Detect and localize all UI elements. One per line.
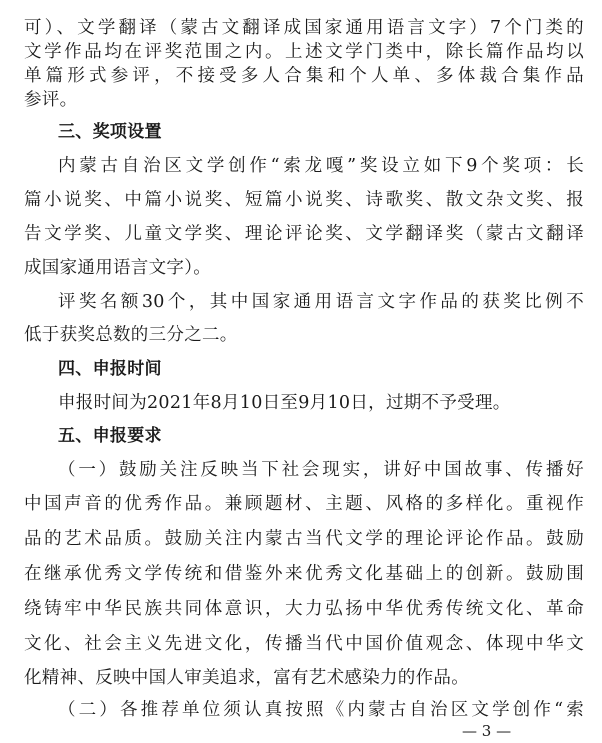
body-text-line: 低于获奖总数的三分之二。	[24, 325, 238, 345]
body-text-line: 告文学奖、儿童文学奖、理论评论奖、文学翻译奖（蒙古文翻译	[24, 224, 584, 244]
section-heading-requirements: 五、申报要求	[58, 426, 162, 446]
section-heading-awards: 三、奖项设置	[58, 122, 162, 142]
body-text-line: 文化、社会主义先进文化，传播当代中国价值观念、体现中华文	[24, 634, 584, 654]
page-number: — 3 —	[462, 722, 512, 740]
body-text-line: 在继承优秀文学传统和借鉴外来优秀文化基础上的创新。鼓励围	[24, 564, 584, 584]
body-text-line: 篇小说奖、中篇小说奖、短篇小说奖、诗歌奖、散文杂文奖、报	[24, 190, 584, 210]
body-text-line: 可）、文学翻译（蒙古文翻译成国家通用语言文字）7个门类的	[24, 18, 584, 38]
body-text-line: 绕铸牢中华民族共同体意识，大力弘扬中华优秀传统文化、革命	[24, 599, 584, 619]
body-text-line: 成国家通用语言文字）。	[24, 258, 212, 278]
body-text-line: （二）各推荐单位须认真按照《内蒙古自治区文学创作“索	[58, 700, 584, 720]
body-text-line: 品的艺术品质。鼓励关注内蒙古当代文学的理论评论作品。鼓励	[24, 529, 584, 549]
body-text-line: 化精神、反映中国人审美追求，富有艺术感染力的作品。	[24, 668, 469, 688]
body-text-line: （一）鼓励关注反映当下社会现实，讲好中国故事、传播好	[58, 460, 584, 480]
body-text-line: 内蒙古自治区文学创作“索龙嘎”奖设立如下9个奖项：长	[58, 156, 584, 176]
body-text-line: 参评。	[24, 90, 78, 110]
body-text-line: 单篇形式参评，不接受多人合集和个人单、多体裁合集作品	[24, 66, 584, 86]
body-text-line: 申报时间为2021年8月10日至9月10日，过期不予受理。	[58, 393, 511, 413]
section-heading-application-time: 四、申报时间	[58, 359, 162, 379]
body-text-line: 文学作品均在评奖范围之内。上述文学门类中，除长篇作品均以	[24, 42, 584, 62]
body-text-line: 评奖名额30个，其中国家通用语言文字作品的获奖比例不	[58, 292, 584, 312]
body-text-line: 中国声音的优秀作品。兼顾题材、主题、风格的多样化。重视作	[24, 494, 584, 514]
